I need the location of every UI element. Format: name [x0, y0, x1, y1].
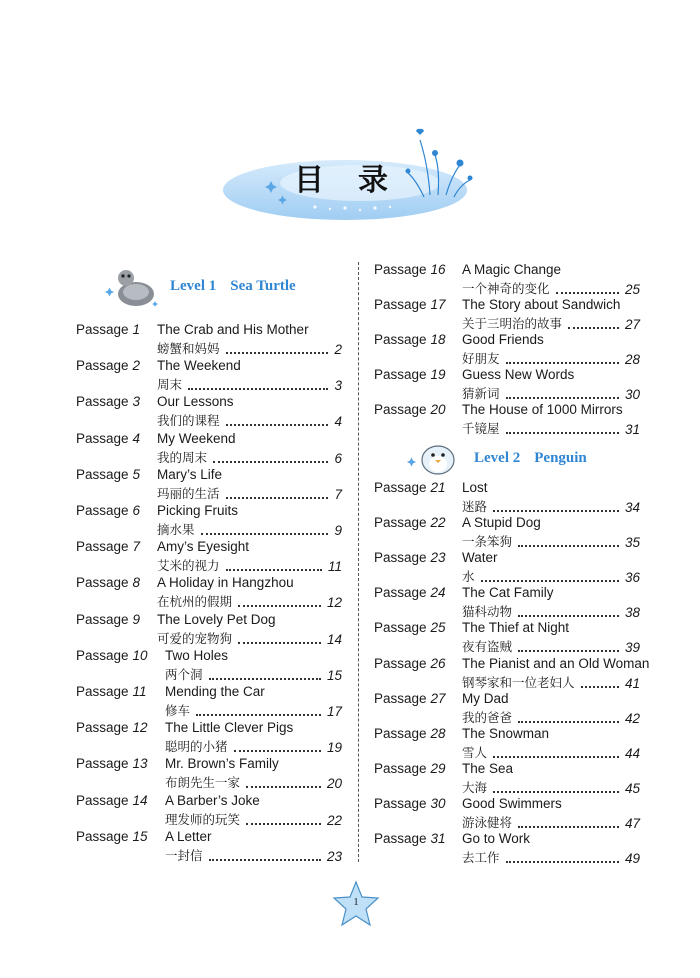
- passage-title-zh: 游泳健将: [462, 814, 513, 830]
- dot-leader: [209, 859, 321, 861]
- toc-entry[interactable]: [76, 720, 342, 754]
- passage-title-zh: 猜新词: [462, 386, 500, 402]
- passage-label: Passage 26: [374, 655, 446, 671]
- passage-title-en: The Little Clever Pigs: [165, 720, 294, 736]
- dot-leader: [506, 861, 619, 863]
- passage-title-en: The Sea: [462, 760, 514, 776]
- passage-title-zh-row: [157, 629, 342, 647]
- page-ref: 25: [624, 282, 640, 297]
- page-ref: 17: [326, 704, 342, 719]
- toc-entry[interactable]: [374, 796, 640, 830]
- page-ref: 28: [624, 352, 640, 368]
- toc-entry[interactable]: [76, 394, 342, 428]
- toc-entry[interactable]: [76, 358, 342, 392]
- passage-title-zh: 雪人: [462, 744, 488, 760]
- passage-label: Passage 6: [76, 503, 141, 518]
- passage-number: 8: [132, 575, 141, 591]
- passage-title-en: The Pianist and an Old Woman: [462, 655, 650, 671]
- dot-leader: [518, 545, 619, 547]
- passage-label: Passage 19: [374, 367, 446, 383]
- passage-number: 25: [430, 620, 446, 636]
- passage-number: 31: [430, 831, 446, 846]
- passage-number: 10: [132, 647, 148, 663]
- passage-title-zh-row: [165, 665, 342, 683]
- passage-title-zh-row: [157, 592, 342, 610]
- passage-label: Passage 7: [76, 539, 141, 555]
- toc-entry[interactable]: [76, 431, 342, 465]
- passage-title-en: Mending the Car: [165, 684, 265, 699]
- passage-title-en: Go to Work: [462, 831, 531, 846]
- passage-label: Passage 21: [374, 480, 446, 495]
- passage-label: Passage 24: [374, 585, 446, 601]
- passage-number: 6: [132, 503, 141, 518]
- toc-entry[interactable]: [76, 756, 342, 790]
- passage-title-en: The Weekend: [157, 358, 241, 374]
- passage-label: Passage 8: [76, 575, 141, 591]
- level-1-name: Sea Turtle: [230, 277, 296, 294]
- passage-title-zh: 一条笨狗: [462, 534, 513, 550]
- passage-label: Passage 10: [76, 647, 148, 663]
- passage-title-zh: 玛丽的生活: [157, 485, 220, 501]
- passage-title-zh: 好朋友: [462, 351, 500, 367]
- dot-leader: [196, 714, 321, 716]
- dot-leader: [493, 756, 619, 758]
- page-ref: 11: [327, 559, 342, 575]
- passage-title-en: Mr. Brown’s Family: [165, 756, 279, 772]
- dot-leader: [226, 424, 329, 426]
- passage-label: Passage 15: [76, 828, 148, 844]
- passage-label: Passage 28: [374, 725, 446, 741]
- dot-leader: [234, 750, 321, 752]
- title-char-mu: 目: [294, 163, 324, 198]
- page-number: 1: [353, 896, 359, 908]
- page-ref: 44: [624, 745, 640, 761]
- passage-label: Passage 25: [374, 620, 446, 636]
- passage-title-zh-row: [462, 743, 640, 761]
- passage-label: Passage 18: [374, 332, 446, 348]
- page-ref: 36: [624, 570, 640, 586]
- passage-title-en: The Lovely Pet Dog: [157, 611, 276, 627]
- penguin-icon: [404, 438, 466, 478]
- passage-title-zh: 理发师的玩笑: [165, 811, 241, 827]
- page-ref: 23: [326, 848, 342, 864]
- passage-number: 13: [132, 756, 148, 772]
- passage-number: 28: [430, 725, 446, 741]
- toc-entry[interactable]: [374, 620, 640, 654]
- passage-title-zh: 我们的课程: [157, 413, 220, 429]
- toc-entry[interactable]: [76, 467, 342, 501]
- passage-title-en: A Holiday in Hangzhou: [157, 575, 294, 591]
- passage-title-zh: 我的周末: [157, 449, 208, 465]
- page-ref: 35: [624, 535, 640, 551]
- page-ref: 38: [624, 605, 640, 621]
- dot-leader: [238, 605, 321, 607]
- passage-title-zh-row: [462, 673, 640, 691]
- passage-label: Passage 17: [374, 297, 446, 313]
- passage-label: Passage 14: [76, 792, 148, 808]
- passage-number: 2: [132, 358, 141, 374]
- passage-title-zh: 迷路: [462, 499, 488, 514]
- passage-label: Passage 4: [76, 430, 141, 446]
- passage-title-en: The Crab and His Mother: [157, 322, 309, 337]
- page-ref: 3: [334, 378, 342, 394]
- toc-entry[interactable]: [76, 612, 342, 646]
- passage-title-zh: 在杭州的假期: [157, 594, 233, 610]
- dot-leader: [581, 686, 619, 688]
- turtle-icon: [102, 264, 164, 308]
- toc-entry[interactable]: [76, 322, 342, 356]
- dot-leader: [518, 721, 619, 723]
- passage-title-zh: 修车: [165, 703, 191, 718]
- passage-title-zh-row: [462, 419, 640, 437]
- toc-entry[interactable]: [374, 761, 640, 795]
- dot-leader: [506, 362, 619, 364]
- passage-number: 23: [430, 550, 446, 566]
- dot-leader: [238, 642, 321, 644]
- passage-title-zh: 螃蟹和妈妈: [157, 341, 220, 356]
- passage-title-en: The Story about Sandwich: [462, 297, 621, 313]
- passage-title-zh-row: [462, 848, 640, 866]
- passage-title-zh: 关于三明治的故事: [462, 316, 563, 332]
- passage-title-zh: 周末: [157, 377, 183, 393]
- passage-title-zh: 我的爸爸: [462, 709, 513, 725]
- dot-leader: [188, 388, 328, 390]
- page-ref: 34: [624, 500, 640, 515]
- page-ref: 45: [624, 780, 640, 796]
- passage-title-zh-row: [462, 567, 640, 585]
- passage-title-en: Amy’s Eyesight: [157, 539, 250, 555]
- page-ref: 47: [624, 815, 640, 831]
- dot-leader: [226, 569, 322, 571]
- title-char-lu: 录: [358, 163, 388, 198]
- dot-leader: [518, 615, 619, 617]
- passage-title-zh-row: [462, 349, 640, 367]
- passage-title-en: Mary’s Life: [157, 466, 223, 482]
- toc-entry[interactable]: [76, 648, 342, 682]
- toc-entry[interactable]: [374, 262, 640, 296]
- passage-label: Passage 31: [374, 831, 446, 846]
- dot-leader: [481, 580, 619, 582]
- passage-number: 15: [132, 828, 148, 844]
- passage-title-zh-row: [165, 701, 342, 719]
- toc-entry[interactable]: [374, 332, 640, 366]
- passage-number: 20: [430, 402, 446, 418]
- dot-leader: [201, 533, 329, 535]
- toc-entry[interactable]: [374, 402, 640, 436]
- passage-title-zh-row: [462, 532, 640, 550]
- passage-title-zh-row: [157, 448, 342, 466]
- passage-title-en: Picking Fruits: [157, 503, 239, 518]
- passage-title-en: A Magic Change: [462, 262, 562, 277]
- passage-title-en: A Barber’s Joke: [165, 792, 260, 808]
- passage-number: 14: [132, 792, 148, 808]
- passage-title-zh-row: [462, 602, 640, 620]
- passage-number: 3: [132, 394, 141, 410]
- passage-title-en: My Weekend: [157, 430, 236, 446]
- passage-title-zh: 千镜屋: [462, 421, 500, 437]
- page-ref: 39: [624, 640, 640, 656]
- level-2-label: Level 2: [474, 449, 521, 466]
- passage-title-zh: 去工作: [462, 850, 500, 865]
- dot-leader: [518, 826, 619, 828]
- passage-title-zh-row: [462, 637, 640, 655]
- passage-title-zh: 布朗先生一家: [165, 775, 241, 791]
- dot-leader: [568, 327, 619, 329]
- page-ref: 41: [624, 675, 640, 691]
- passage-title-en: My Dad: [462, 690, 509, 706]
- toc-entry[interactable]: [374, 297, 640, 331]
- passage-number: 18: [430, 332, 446, 348]
- passage-number: 29: [430, 760, 446, 776]
- passage-title-zh: 两个洞: [165, 666, 203, 682]
- passage-title-zh-row: [157, 411, 342, 429]
- passage-title-zh: 大海: [462, 779, 488, 795]
- passage-title-en: Good Swimmers: [462, 795, 562, 811]
- page-ref: 42: [624, 710, 640, 726]
- page-ref: 49: [624, 851, 640, 866]
- dot-leader: [493, 510, 619, 512]
- passage-title-zh: 钢琴家和一位老妇人: [462, 674, 575, 690]
- passage-number: 30: [430, 795, 446, 811]
- passage-title-zh: 一个神奇的变化: [462, 281, 550, 296]
- toc-entry[interactable]: [76, 829, 342, 863]
- passage-title-zh-row: [462, 813, 640, 831]
- passage-number: 26: [430, 655, 446, 671]
- passage-title-en: The Cat Family: [462, 585, 554, 601]
- page-ref: 2: [334, 342, 342, 357]
- dot-leader: [213, 461, 328, 463]
- toc-entry[interactable]: [374, 655, 650, 691]
- passage-number: 5: [132, 466, 141, 482]
- column-divider: [358, 262, 359, 862]
- passage-number: 16: [430, 262, 446, 277]
- toc-entry[interactable]: [374, 831, 640, 865]
- passage-label: Passage 12: [76, 720, 148, 736]
- passage-label: Passage 27: [374, 690, 446, 706]
- passage-title-en: Our Lessons: [157, 394, 234, 410]
- passage-number: 12: [132, 720, 148, 736]
- passage-title-zh-row: [157, 484, 342, 502]
- passage-label: Passage 9: [76, 611, 141, 627]
- passage-title-en: Guess New Words: [462, 367, 575, 383]
- passage-title-zh-row: [165, 737, 342, 755]
- passage-number: 1: [132, 322, 141, 337]
- passage-label: Passage 29: [374, 760, 446, 776]
- passage-title-zh: 可爱的宠物狗: [157, 630, 233, 646]
- page-ref: 12: [326, 595, 342, 611]
- passage-title-en: Water: [462, 550, 498, 566]
- page-ref: 4: [334, 414, 342, 430]
- page-ref: 14: [326, 631, 342, 647]
- passage-number: 17: [430, 297, 446, 313]
- dot-leader: [246, 823, 321, 825]
- level-2-name: Penguin: [534, 449, 587, 466]
- toc-entry[interactable]: [374, 550, 640, 584]
- passage-label: Passage 20: [374, 402, 446, 418]
- passage-label: Passage 13: [76, 756, 148, 772]
- passage-label: Passage 30: [374, 795, 446, 811]
- level-1-label: Level 1: [170, 277, 217, 294]
- passage-title-zh-row: [462, 314, 640, 332]
- toc-entry[interactable]: [374, 585, 640, 619]
- passage-title-zh-row: [462, 384, 640, 402]
- dot-leader: [493, 791, 619, 793]
- passage-title-en: Good Friends: [462, 332, 544, 348]
- passage-title-zh: 艾米的视力: [157, 558, 220, 574]
- passage-title-en: Two Holes: [165, 647, 229, 663]
- page-ref: 30: [624, 387, 640, 403]
- page-ref: 20: [326, 776, 342, 792]
- passage-title-zh: 猫科动物: [462, 604, 513, 620]
- toc-entry[interactable]: [374, 726, 640, 760]
- passage-label: Passage 2: [76, 358, 141, 374]
- page-ref: 22: [326, 812, 342, 828]
- passage-title-zh-row: [157, 556, 342, 574]
- passage-title-zh-row: [462, 279, 640, 297]
- passage-title-zh-row: [165, 773, 342, 791]
- passage-number: 27: [430, 690, 446, 706]
- passage-title-zh-row: [157, 520, 342, 538]
- passage-title-en: A Letter: [165, 828, 212, 844]
- passage-number: 11: [132, 684, 147, 699]
- toc-entry[interactable]: [374, 367, 640, 401]
- dot-leader: [226, 497, 329, 499]
- passage-number: 24: [430, 585, 446, 601]
- page-ref: 15: [326, 667, 342, 683]
- passage-title-en: The Snowman: [462, 725, 550, 741]
- dot-leader: [556, 292, 619, 294]
- passage-title-zh-row: [462, 497, 640, 515]
- passage-title-zh-row: [462, 708, 640, 726]
- toc-entry[interactable]: [76, 503, 342, 537]
- toc-entry[interactable]: [374, 480, 640, 514]
- passage-label: Passage 3: [76, 394, 141, 410]
- passage-label: Passage 5: [76, 466, 141, 482]
- passage-title-en: The House of 1000 Mirrors: [462, 402, 623, 418]
- toc-entry[interactable]: [76, 575, 342, 609]
- level-1-heading: [102, 264, 296, 308]
- toc-entry[interactable]: [76, 793, 342, 827]
- passage-number: 21: [430, 480, 446, 495]
- passage-title-zh: 摘水果: [157, 522, 195, 537]
- dot-leader: [506, 397, 619, 399]
- passage-label: Passage 23: [374, 550, 446, 566]
- passage-title-en: Lost: [462, 480, 488, 495]
- dot-leader: [226, 352, 329, 354]
- passage-number: 4: [132, 430, 141, 446]
- passage-title-zh-row: [157, 375, 342, 393]
- passage-title-en: The Thief at Night: [462, 620, 570, 636]
- passage-title-zh-row: [462, 778, 640, 796]
- dot-leader: [246, 786, 321, 788]
- page-ref: 27: [624, 317, 640, 333]
- passage-label: Passage 22: [374, 515, 446, 531]
- passage-title-zh: 聪明的小猪: [165, 739, 228, 755]
- page-ref: 19: [326, 740, 342, 756]
- page-ref: 7: [334, 486, 342, 502]
- toc-entry[interactable]: [76, 684, 342, 718]
- toc-entry[interactable]: [76, 539, 342, 573]
- dot-leader: [518, 650, 619, 652]
- passage-number: 19: [430, 367, 446, 383]
- passage-title-zh: 一封信: [165, 847, 203, 863]
- toc-entry[interactable]: [374, 515, 640, 549]
- passage-title-zh-row: [165, 810, 342, 828]
- passage-title-zh: 水: [462, 569, 475, 585]
- passage-label: Passage 16: [374, 262, 446, 277]
- passage-title-zh-row: [165, 846, 342, 864]
- page-ref: 9: [334, 523, 342, 538]
- page-ref: 6: [334, 450, 342, 466]
- dot-leader: [209, 678, 321, 680]
- level-2-heading: [404, 438, 587, 478]
- passage-label: Passage 11: [76, 684, 147, 699]
- passage-number: 7: [132, 539, 141, 555]
- passage-title-zh: 夜有盗贼: [462, 639, 513, 655]
- passage-label: Passage 1: [76, 322, 141, 337]
- toc-entry[interactable]: [374, 691, 640, 725]
- passage-title-en: A Stupid Dog: [462, 515, 541, 531]
- passage-number: 9: [132, 611, 141, 627]
- dot-leader: [506, 432, 619, 434]
- passage-title-zh-row: [157, 339, 342, 357]
- page-ref: 31: [624, 422, 640, 438]
- passage-number: 22: [430, 515, 446, 531]
